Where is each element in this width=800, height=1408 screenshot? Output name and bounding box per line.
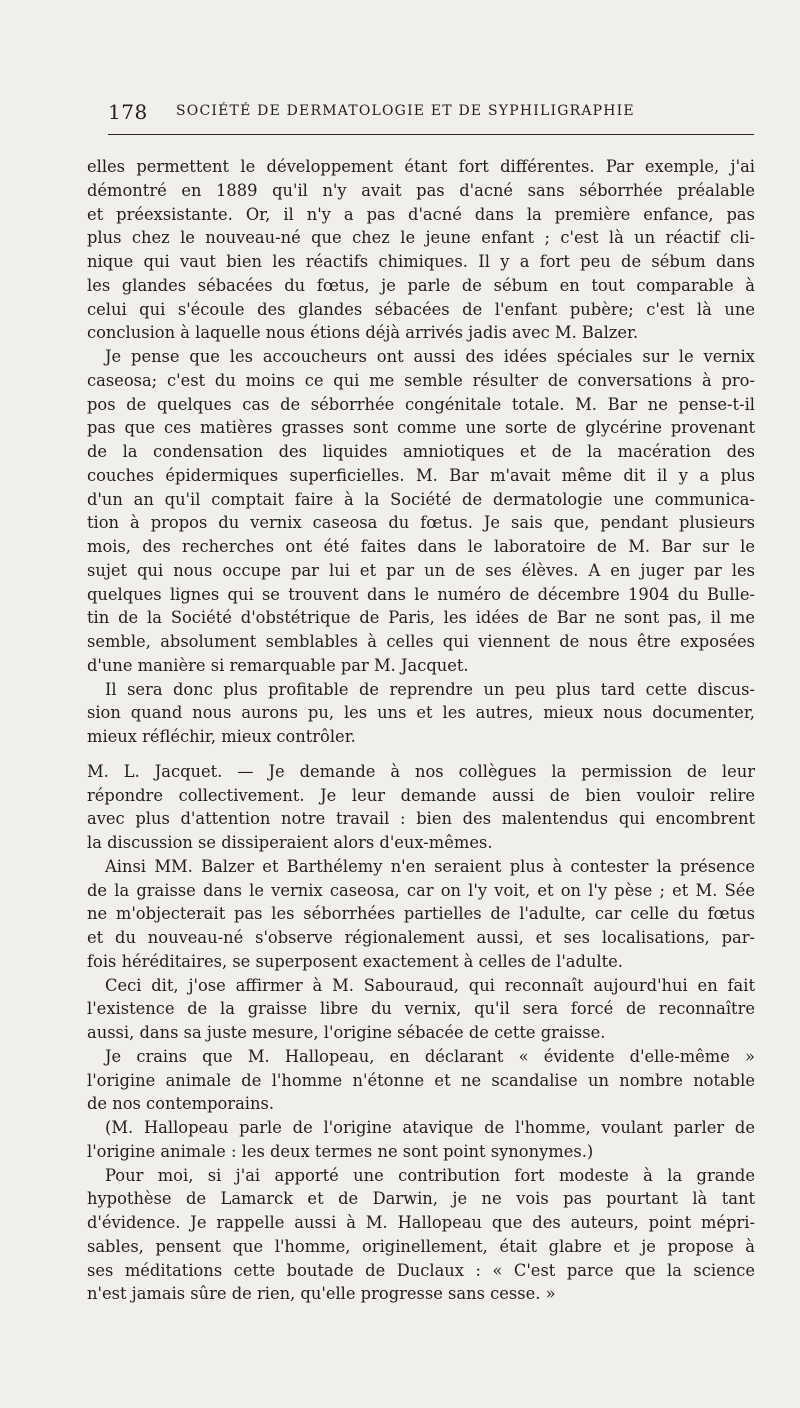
text-line: l'existence de la graisse libre du vernix, qu'il sera forcé de reconnaître: [87, 999, 755, 1019]
text-line: avec plus d'attention notre travail : bien des malentendus qui encombrent: [87, 809, 755, 829]
text-line: d'un an qu'il comptait faire à la Société de dermatologie une communica-: [87, 489, 755, 509]
text-line: tin de la Société d'obstétrique de Paris, les idées de Bar ne sont pas, il me: [87, 608, 755, 628]
text-line: mieux réfléchir, mieux contrôler.: [87, 727, 356, 746]
page-header: [108, 100, 758, 126]
text-line: couches épidermiques superficielles. M. Bar m'avait même dit il y a plus: [87, 465, 755, 485]
text-line: de la graisse dans le vernix caseosa, car on l'y voit, et on l'y pèse ; et M. Sée: [87, 880, 755, 900]
text-line: Ceci dit, j'ose affirmer à M. Sabouraud, qui reconnaît aujourd'hui en fait: [105, 975, 755, 995]
text-line: ne m'objecterait pas les séborrhées partielles de l'adulte, car celle du fœtus: [87, 904, 755, 924]
text-line: l'origine animale de l'homme n'étonne et ne scandalise un nombre notable: [87, 1070, 755, 1090]
text-line: la discussion se dissiperaient alors d'eux-mêmes.: [87, 833, 493, 852]
text-line: pos de quelques cas de séborrhée congénitale totale. M. Bar ne pense-t-il: [87, 394, 755, 414]
text-line: Je crains que M. Hallopeau, en déclarant « évidente d'elle-même »: [105, 1046, 755, 1066]
text-line: tion à propos du vernix caseosa du fœtus. Je sais que, pendant plusieurs: [87, 513, 755, 533]
text-line: Il sera donc plus profitable de reprendre un peu plus tard cette discus-: [105, 679, 755, 699]
text-line: sion quand nous aurons pu, les uns et les autres, mieux nous documenter,: [87, 703, 755, 723]
text-line: de nos contemporains.: [87, 1094, 275, 1114]
text-line: Pour moi, si j'ai apporté une contribution fort modeste à la grande: [105, 1165, 755, 1185]
text-line: M. L. Jacquet. — Je demande à nos collègues la permission de leur: [87, 761, 755, 781]
text-line: l'origine animale : les deux termes ne sont point synonymes.): [87, 1141, 594, 1161]
body-text: [87, 155, 755, 1306]
text-line: elles permettent le développement étant fort différentes. Par exemple, j'ai: [87, 157, 755, 176]
text-line: et préexsistante. Or, il n'y a pas d'acné dans la première enfance, pas: [87, 204, 755, 224]
text-line: sables, pensent que l'homme, originellement, était glabre et je propose à: [87, 1236, 755, 1256]
text-line: Ainsi MM. Balzer et Barthélemy n'en seraient plus à contester la présence: [105, 856, 755, 876]
running-title: SOCIÉTÉ DE DERMATOLOGIE ET DE SYPHILIGRAPHIE: [176, 103, 635, 119]
text-line: d'une manière si remarquable par M. Jacquet.: [87, 655, 469, 675]
page-number: 178: [108, 100, 148, 124]
text-line: (M. Hallopeau parle de l'origine atavique de l'homme, voulant parler de: [105, 1118, 755, 1137]
text-line: caseosa; c'est du moins ce qui me semble résulter de conversations à pro-: [87, 370, 755, 390]
text-line: aussi, dans sa juste mesure, l'origine sébacée de cette graisse.: [87, 1023, 606, 1042]
text-line: hypothèse de Lamarck et de Darwin, je ne vois pas pourtant là tant: [87, 1189, 755, 1209]
header-rule: [108, 134, 754, 135]
text-line: les glandes sébacées du fœtus, je parle de sébum en tout comparable à: [87, 275, 755, 295]
text-line: répondre collectivement. Je leur demande aussi de bien vouloir relire: [87, 785, 755, 805]
text-line: nique qui vaut bien les réactifs chimiques. Il y a fort peu de sébum dans: [87, 252, 755, 271]
text-line: semble, absolument semblables à celles qui viennent de nous être exposées: [87, 632, 755, 651]
text-line: conclusion à laquelle nous étions déjà arrivés jadis avec M. Balzer.: [87, 323, 639, 343]
text-line: sujet qui nous occupe par lui et par un de ses élèves. A en juger par les: [87, 560, 755, 580]
text-line: d'évidence. Je rappelle aussi à M. Hallopeau que des auteurs, point mépri-: [87, 1213, 755, 1232]
text-line: mois, des recherches ont été faites dans le laboratoire de M. Bar sur le: [87, 537, 755, 556]
text-line: celui qui s'écoule des glandes sébacées de l'enfant pubère; c'est là une: [87, 299, 755, 319]
text-line: fois héréditaires, se superposent exactement à celles de l'adulte.: [87, 951, 623, 971]
text-line: Je pense que les accoucheurs ont aussi des idées spéciales sur le vernix: [105, 347, 755, 366]
text-line: et du nouveau-né s'observe régionalement aussi, et ses localisations, par-: [87, 928, 755, 947]
text-line: de la condensation des liquides amniotiques et de la macération des: [87, 442, 755, 461]
text-line: plus chez le nouveau-né que chez le jeune enfant ; c'est là un réactif cli-: [87, 228, 755, 248]
text-line: démontré en 1889 qu'il n'y avait pas d'acné sans séborrhée préalable: [87, 180, 755, 200]
text-line: quelques lignes qui se trouvent dans le numéro de décembre 1904 du Bulle-: [87, 584, 755, 604]
text-line: ses méditations cette boutade de Duclaux : « C'est parce que la science: [87, 1260, 755, 1280]
text-line: n'est jamais sûre de rien, qu'elle progresse sans cesse. »: [87, 1284, 556, 1304]
text-line: pas que ces matières grasses sont comme une sorte de glycérine provenant: [87, 418, 755, 438]
